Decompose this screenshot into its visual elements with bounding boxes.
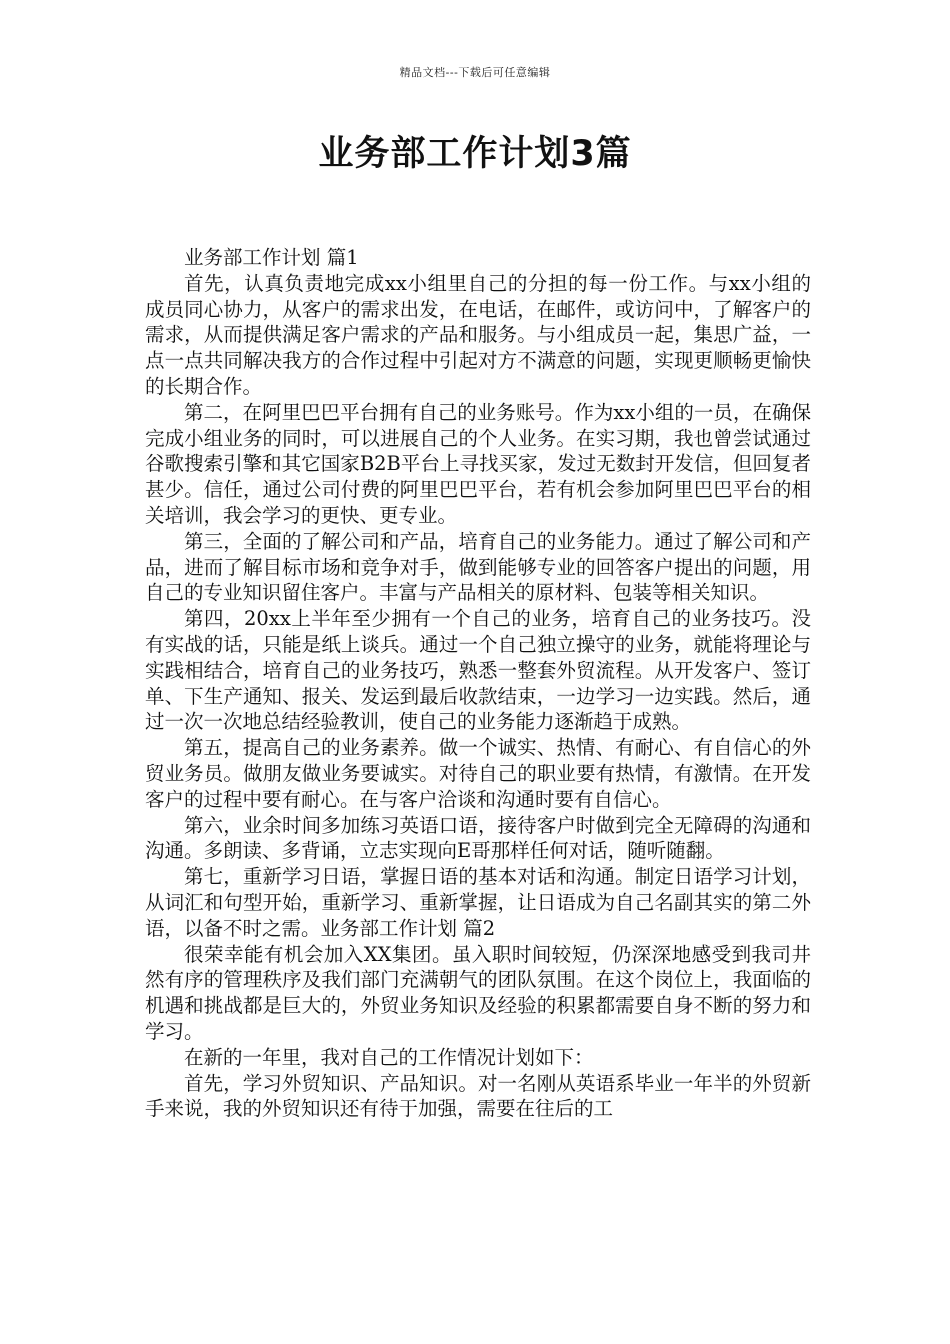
paragraph: 第五，提高自己的业务素养。做一个诚实、热情、有耐心、有自信心的外贸业务员。做朋友做业务要诚实。对待自己的职业要有热情，有激情。在开发客户的过程中要有耐心。在与客户洽谈和沟通时要有自信心。: [145, 736, 811, 811]
paragraph: 第六，业余时间多加练习英语口语，接待客户时做到完全无障碍的沟通和沟通。多朗读、多背诵，立志实现向E哥那样任何对话，随听随翻。: [145, 813, 811, 863]
document-title: 业务部工作计划3篇: [318, 134, 632, 174]
paragraph: 在新的一年里，我对自己的工作情况计划如下：: [184, 1045, 594, 1069]
paragraph: 第三，全面的了解公司和产品，培育自己的业务能力。通过了解公司和产品，进而了解目标市场和竞争对手，做到能够专业的回答客户提出的问题，用自己的专业知识留住客户。丰富与产品相关的原材料、包装等相关知识。: [145, 529, 811, 605]
paragraph: 首先，学习外贸知识、产品知识。对一名刚从英语系毕业一年半的外贸新手来说，我的外贸知识还有待于加强，需要在往后的工: [145, 1071, 811, 1121]
paragraph: 很荣幸能有机会加入XX集团。虽入职时间较短，仍深深地感受到我司井然有序的管理秩序及我们部门充满朝气的团队氛围。在这个岗位上，我面临的机遇和挑战都是巨大的，外贸业务知识及经验的积累都需要自身不断的努力和学习。: [145, 942, 811, 1043]
section-heading-1: 业务部工作计划 篇1: [184, 246, 359, 269]
paragraph: 第四，20xx上半年至少拥有一个自己的业务，培育自己的业务技巧。没有实战的话，只能是纸上谈兵。通过一个自己独立操守的业务，就能将理论与实践相结合，培育自己的业务技巧，熟悉一整套外贸流程。从开发客户、签订单、下生产通知、报关、发运到最后收款结束，一边学习一边实践。然后，通过一次一次地总结经验教训，使自己的业务能力逐渐趋于成熟。: [145, 607, 811, 734]
header-note: 精品文档---下载后可任意编辑: [399, 66, 551, 79]
paragraph: 第二，在阿里巴巴平台拥有自己的业务账号。作为xx小组的一员，在确保完成小组业务的同时，可以进展自己的个人业务。在实习期，我也曾尝试通过谷歌搜索引擎和其它国家B2B平台上寻找买家，发过无数封开发信，但回复者甚少。信任，通过公司付费的阿里巴巴平台，若有机会参加阿里巴巴平台的相关培训，我会学习的更快、更专业。: [145, 400, 811, 527]
paragraph: 第七，重新学习日语，掌握日语的基本对话和沟通。制定日语学习计划，从词汇和句型开始，重新学习、重新掌握，让日语成为自己名副其实的第二外语，以备不时之需。业务部工作计划 篇2: [145, 865, 811, 940]
paragraph: 首先，认真负责地完成xx小组里自己的分担的每一份工作。与xx小组的成员同心协力，从客户的需求出发，在电话，在邮件，或访问中，了解客户的需求，从而提供满足客户需求的产品和服务。与小组成员一起，集思广益，一点一点共同解决我方的合作过程中引起对方不满意的问题，实现更顺畅更愉快的长期合作。: [145, 271, 811, 398]
document-body: [145, 245, 811, 1122]
